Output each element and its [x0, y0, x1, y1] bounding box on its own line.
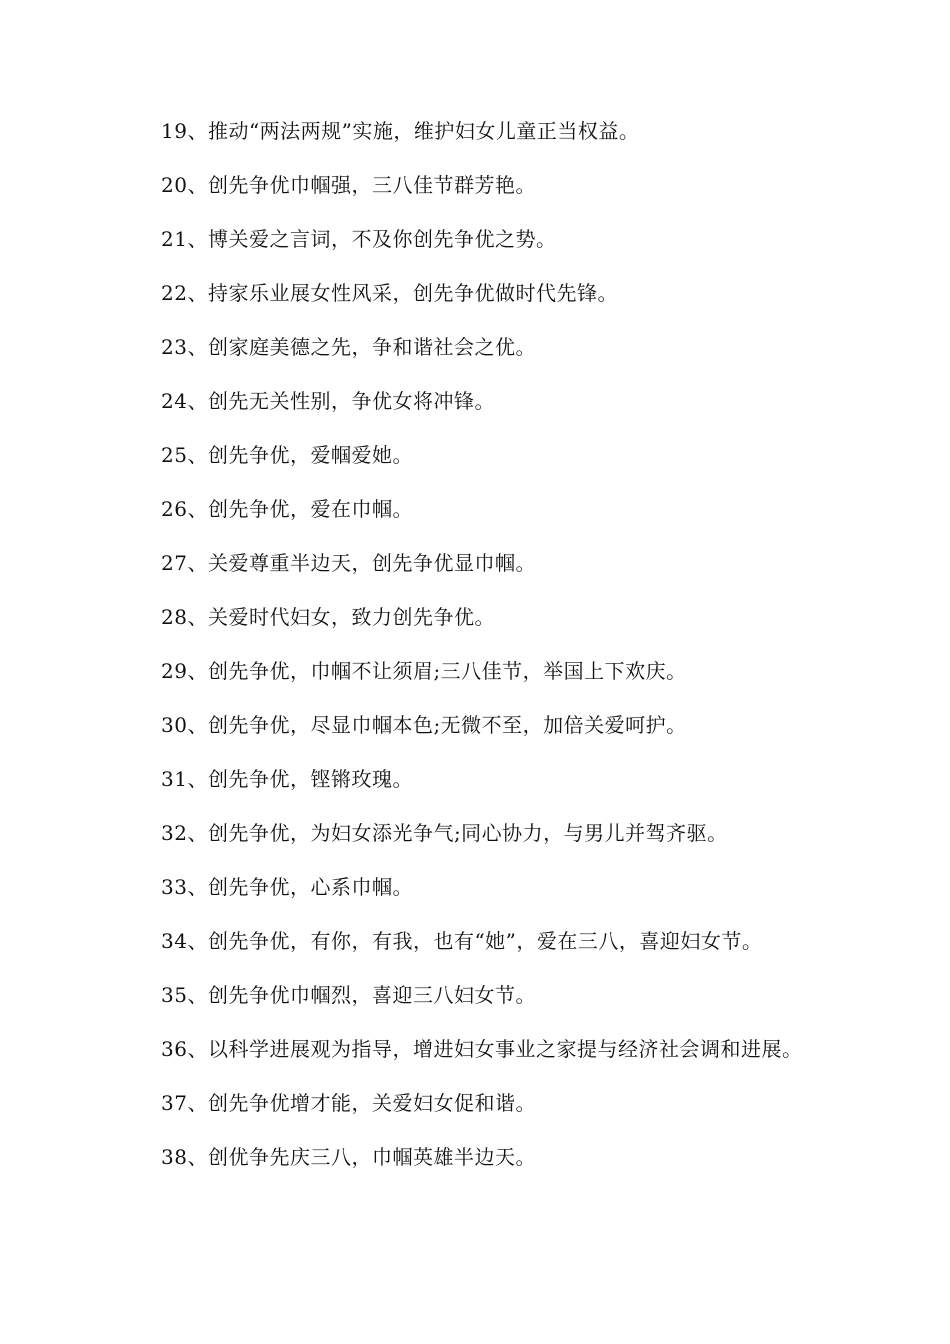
list-item: 30、创先争优，尽显巾帼本色;无微不至，加倍关爱呵护。 — [161, 713, 687, 737]
list-item: 25、创先争优，爱帼爱她。 — [161, 443, 413, 467]
list-item: 23、创家庭美德之先，争和谐社会之优。 — [161, 335, 536, 359]
list-item: 34、创先争优，有你，有我，也有“她”，爱在三八，喜迎妇女节。 — [161, 929, 763, 953]
list-item: 35、创先争优巾帼烈，喜迎三八妇女节。 — [161, 983, 536, 1007]
list-item: 38、创优争先庆三八，巾帼英雄半边天。 — [161, 1145, 536, 1169]
list-item: 32、创先争优，为妇女添光争气;同心协力，与男儿并驾齐驱。 — [161, 821, 728, 845]
list-item: 33、创先争优，心系巾帼。 — [161, 875, 413, 899]
list-item: 19、推动“两法两规”实施，维护妇女儿童正当权益。 — [161, 119, 640, 143]
list-item: 22、持家乐业展女性风采，创先争优做时代先锋。 — [161, 281, 618, 305]
list-item: 26、创先争优，爱在巾帼。 — [161, 497, 413, 521]
list-item: 21、博关爱之言词，不及你创先争优之势。 — [161, 227, 557, 251]
document-body — [117, 112, 829, 1192]
list-item: 24、创先无关性别，争优女将冲锋。 — [161, 389, 495, 413]
list-item: 29、创先争优，巾帼不让须眉;三八佳节，举国上下欢庆。 — [161, 659, 687, 683]
list-item: 27、关爱尊重半边天，创先争优显巾帼。 — [161, 551, 536, 575]
list-item: 20、创先争优巾帼强，三八佳节群芳艳。 — [161, 173, 536, 197]
list-item: 37、创先争优增才能，关爱妇女促和谐。 — [161, 1091, 536, 1115]
list-item: 31、创先争优，铿锵玫瑰。 — [161, 767, 413, 791]
list-item: 36、以科学进展观为指导，增进妇女事业之家提与经济社会调和进展。 — [161, 1037, 803, 1061]
list-item: 28、关爱时代妇女，致力创先争优。 — [161, 605, 495, 629]
